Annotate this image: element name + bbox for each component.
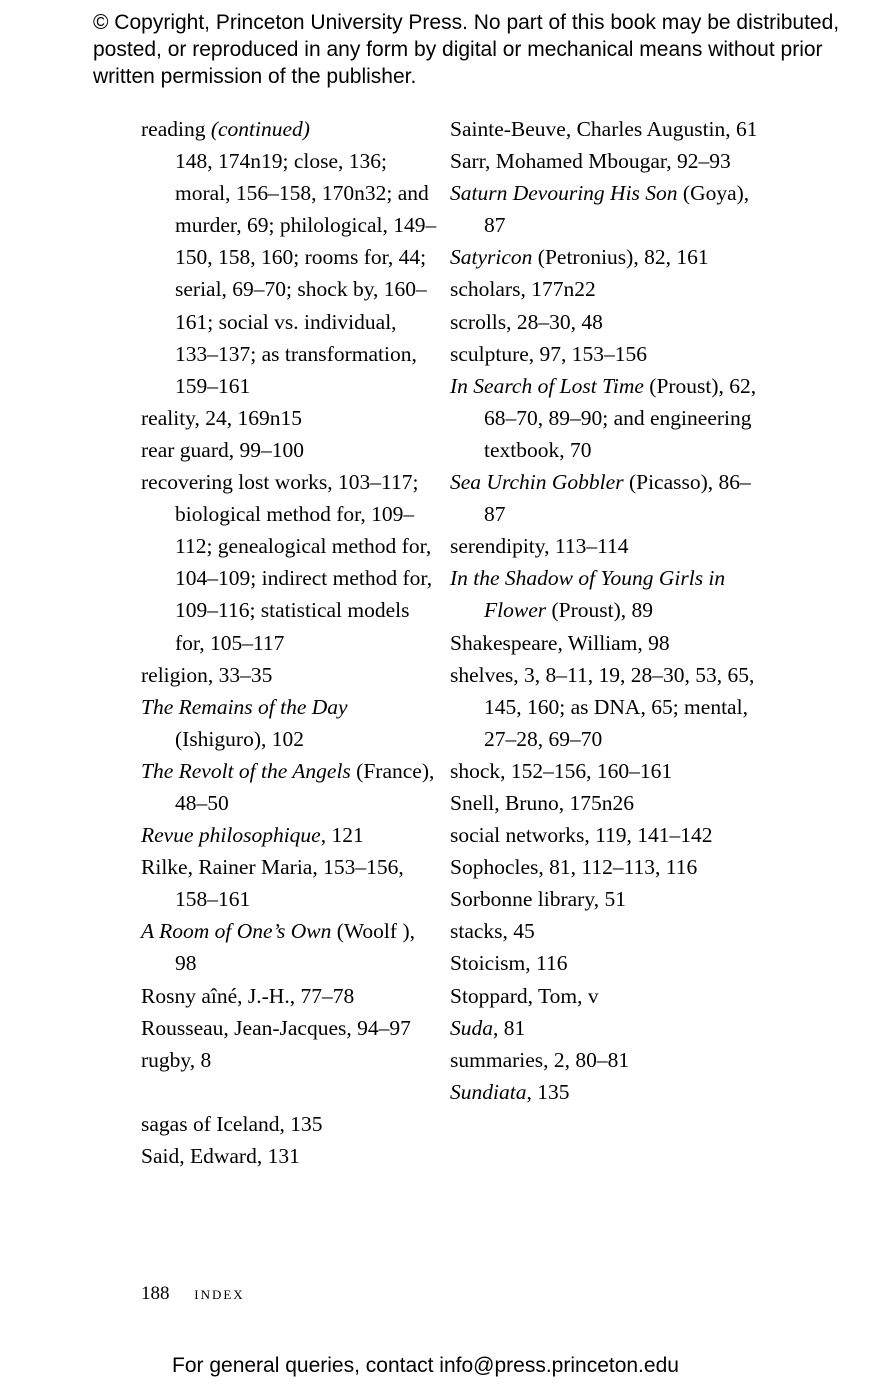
entry-head-italic: Suda bbox=[450, 1015, 493, 1040]
index-entry bbox=[450, 466, 760, 530]
index-entry bbox=[141, 1108, 441, 1140]
index-entry bbox=[450, 659, 760, 755]
entry-head: Rosny aîné, J.-H., 77–78 bbox=[141, 983, 355, 1008]
index-entry bbox=[450, 370, 760, 466]
page-number: 188 bbox=[141, 1283, 170, 1304]
index-entry bbox=[450, 177, 760, 241]
entry-head: serendipity, 113–114 bbox=[450, 534, 629, 559]
entry-head-italic: The Revolt of the Angels bbox=[141, 758, 351, 783]
index-entry bbox=[141, 980, 441, 1012]
index-entry bbox=[450, 241, 760, 273]
index-entry bbox=[141, 819, 441, 851]
entry-head-italic: Sundiata bbox=[450, 1079, 527, 1104]
index-entry bbox=[141, 755, 441, 819]
index-entry bbox=[450, 145, 760, 177]
entry-head: religion, 33–35 bbox=[141, 662, 273, 687]
index-entry bbox=[450, 306, 760, 338]
entry-head: social networks, 119, 141–142 bbox=[450, 823, 713, 848]
entry-head: recovering lost works, 103–117; biological method for, 109–112; genealogical method for, 104–109; indirect method for, 109–116; statistical models for, 105–117 bbox=[141, 470, 433, 655]
entry-head-italic: A Room of One’s Own bbox=[141, 919, 332, 944]
entry-body: (Picasso), 86–87 bbox=[484, 470, 751, 527]
entry-head-italic: Saturn Devouring His Son bbox=[450, 181, 678, 206]
index-entry bbox=[450, 819, 760, 851]
entry-head-italic: (continued) bbox=[210, 117, 310, 141]
index-entry bbox=[450, 915, 760, 947]
entry-body: , 135 bbox=[526, 1079, 570, 1104]
entry-body: (Woolf ), 98 bbox=[175, 919, 415, 976]
entry-body: (Proust), 62, 68–70, 89–90; and engineering textbook, 70 bbox=[484, 373, 757, 462]
index-entry bbox=[141, 659, 441, 691]
entry-body: (Goya), 87 bbox=[484, 181, 750, 238]
entry-head: Rilke, Rainer Maria, 153–156, 158–161 bbox=[141, 855, 404, 912]
entry-head-italic: The Remains of the Day bbox=[141, 694, 348, 719]
entry-head: Snell, Bruno, 175n26 bbox=[450, 790, 634, 815]
entry-head: rear guard, 99–100 bbox=[141, 437, 304, 462]
index-entry bbox=[141, 113, 441, 145]
entry-head: Stoicism, 116 bbox=[450, 951, 568, 976]
entry-head: scholars, 177n22 bbox=[450, 277, 596, 302]
section-label: index bbox=[194, 1283, 245, 1304]
index-entry bbox=[141, 145, 441, 402]
entry-head: Shakespeare, William, 98 bbox=[450, 630, 670, 655]
entry-head-italic: In Search of Lost Time bbox=[450, 373, 644, 398]
entry-head: scrolls, 28–30, 48 bbox=[450, 309, 603, 334]
entry-head: shelves, 3, 8–11, 19, 28–30, 53, 65, 145, 160; as DNA, 65; mental, 27–28, 69–70 bbox=[450, 662, 755, 751]
entry-head: reality, 24, 169n15 bbox=[141, 405, 303, 430]
index-entry bbox=[141, 1012, 441, 1044]
contact-line: For general queries, contact info@press.princeton.edu bbox=[172, 1354, 679, 1377]
index-entry bbox=[450, 1044, 760, 1076]
index-entry bbox=[141, 434, 441, 466]
entry-head-italic: Revue philosophique bbox=[141, 823, 321, 848]
entry-head: sagas of Iceland, 135 bbox=[141, 1111, 323, 1136]
entry-head: reading bbox=[141, 117, 211, 141]
entry-body: (Proust), 89 bbox=[546, 598, 654, 623]
index-entry bbox=[450, 627, 760, 659]
entry-body: (Petronius), 82, 161 bbox=[532, 245, 709, 270]
index-entry bbox=[450, 851, 760, 883]
index-entry bbox=[450, 530, 760, 562]
index-entry bbox=[450, 273, 760, 305]
entry-head: Stoppard, Tom, v bbox=[450, 983, 599, 1008]
index-entry bbox=[141, 1140, 441, 1172]
index-entry bbox=[450, 787, 760, 819]
index-entry bbox=[141, 851, 441, 915]
index-entry bbox=[141, 1044, 441, 1076]
index-column-right bbox=[450, 113, 760, 1108]
entry-head-italic: Satyricon bbox=[450, 245, 533, 270]
entry-head: stacks, 45 bbox=[450, 919, 535, 944]
index-entry bbox=[450, 338, 760, 370]
copyright-notice: © Copyright, Princeton University Press. No part of this book may be distributed, posted, or reproduced in any form by digital or mechanical means without prior written permission of the publisher. bbox=[93, 11, 840, 88]
index-entry bbox=[141, 402, 441, 434]
entry-head: shock, 152–156, 160–161 bbox=[450, 758, 673, 783]
index-entry bbox=[450, 1076, 760, 1108]
index-entry bbox=[450, 980, 760, 1012]
index-entry bbox=[450, 883, 760, 915]
letter-gap bbox=[141, 1076, 441, 1108]
index-entry bbox=[450, 947, 760, 979]
entry-head: Rousseau, Jean-Jacques, 94–97 bbox=[141, 1015, 411, 1040]
entry-head-italic: Sea Urchin Gobbler bbox=[450, 470, 624, 495]
entry-body: , 121 bbox=[320, 823, 364, 848]
index-entry bbox=[141, 915, 441, 979]
entry-head-italic: In the Shadow of Young Girls in Flower bbox=[450, 566, 726, 623]
entry-body: 148, 174n19; close, 136; moral, 156–158, 170n32; and murder, 69; philological, 149–150, 158, 160; rooms for, 44; serial, 69–70; shock by, 160–161; social vs. individual, 133–137; as transformation, 159–161 bbox=[175, 149, 437, 398]
entry-head: rugby, 8 bbox=[141, 1047, 212, 1072]
entry-head: Sainte-Beuve, Charles Augustin, 61 bbox=[450, 117, 758, 141]
index-entry bbox=[450, 113, 760, 145]
entry-head: Sarr, Mohamed Mbougar, 92–93 bbox=[450, 149, 731, 174]
page-footer bbox=[141, 1279, 245, 1309]
entry-head: Said, Edward, 131 bbox=[141, 1144, 300, 1168]
entry-head: Sorbonne library, 51 bbox=[450, 887, 626, 912]
index-entry bbox=[450, 562, 760, 626]
entry-head: Sophocles, 81, 112–113, 116 bbox=[450, 855, 698, 880]
entry-body: (Ishiguro), 102 bbox=[175, 726, 304, 751]
index-entry bbox=[450, 1012, 760, 1044]
index-entry bbox=[450, 755, 760, 787]
entry-head: sculpture, 97, 153–156 bbox=[450, 341, 648, 366]
index-column-left bbox=[141, 113, 441, 1172]
index-entry bbox=[141, 466, 441, 659]
entry-body: , 81 bbox=[493, 1015, 526, 1040]
index-entry bbox=[141, 691, 441, 755]
entry-body: (France), 48–50 bbox=[175, 758, 435, 815]
entry-head: summaries, 2, 80–81 bbox=[450, 1047, 630, 1072]
